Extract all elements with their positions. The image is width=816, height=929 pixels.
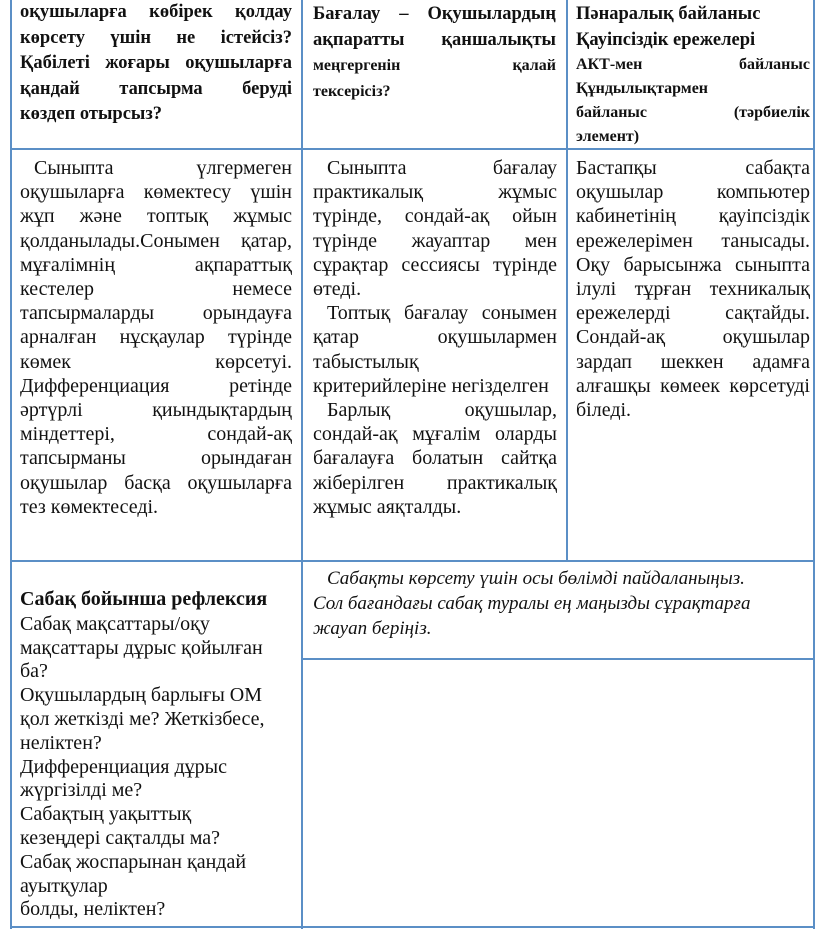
header-support-line-1: оқушыларға көбірек қолдау bbox=[20, 2, 292, 22]
reflection-note-line-2: Сол бағандағы сабақ туралы ең маңызды сұрақтарға bbox=[313, 593, 751, 614]
table-border-bottom bbox=[10, 926, 815, 928]
support-body-text: Сыныпта үлгермеген оқушыларға көмектесу үшін жұп және топтық жұмыс қолданылады.Сонымен қатар, мұғалімнің ақпараттық кестелер немесе тапсырмаларды орындауға арналған нұсқаулар түрінде көмек көрсетуі. Дифференциация ретінде әртүрлі қиындықтардың міндеттері, сондай-ақ тапсырманы орындаған оқушылар басқа оқушыларға тез көмектеседі. bbox=[20, 157, 292, 518]
support-body-cell bbox=[20, 156, 292, 556]
reflection-line-7: Дифференциация дұрыс bbox=[20, 755, 227, 778]
header-crosscurricular-title-1: Пәнаралық байланыс bbox=[576, 4, 761, 24]
crosscurricular-body-text: Бастапқы сабақта оқушылар компьютер кабинетінің қауіпсіздік ережелерімен танысады. Оқу барысынжа сыныпта ілулі тұрған техникалық ережелерді сақтайды. Сондай-ақ оқушылар зардап шеккен адамға алғашқы көмеек көрсетуді біледі. bbox=[576, 157, 810, 422]
column-divider-2 bbox=[566, 0, 568, 562]
table-border-right bbox=[813, 0, 815, 929]
reflection-answer-cell[interactable] bbox=[303, 660, 813, 926]
crosscurricular-body-cell bbox=[576, 156, 810, 556]
header-cell-assessment bbox=[313, 2, 556, 146]
assessment-body-p2: Топтық бағалау сонымен қатар оқушылармен табыстылық критерийлеріне негізделген bbox=[313, 302, 557, 397]
reflection-line-1: Сабақ мақсаттары/оқу bbox=[20, 612, 210, 635]
table-border-left bbox=[10, 0, 12, 929]
reflection-line-9: Сабақтың уақыттық bbox=[20, 803, 192, 826]
reflection-note-cell bbox=[313, 566, 811, 656]
row-divider-1 bbox=[10, 148, 815, 150]
header-crosscurricular-sub-3: байланыс (тәрбиелік bbox=[576, 104, 810, 121]
assessment-body-p1: Сыныпта бағалау практикалық жұмыс түрінде, сондай-ақ ойын түрінде жауаптар мен сұрақтар сессиясы түрінде өтеді. bbox=[313, 157, 557, 301]
row-divider-2 bbox=[10, 560, 815, 562]
reflection-line-3: ба? bbox=[20, 660, 48, 683]
reflection-line-6: неліктен? bbox=[20, 731, 102, 754]
header-support-line-4: қандай тапсырма беруді bbox=[20, 78, 292, 99]
reflection-line-11: Сабақ жоспарынан қандай bbox=[20, 850, 247, 873]
header-assessment-line-2: ақпаратты қаншалықты bbox=[313, 29, 556, 50]
header-crosscurricular-sub-1: АКТ-мен байланыс bbox=[576, 56, 810, 73]
header-crosscurricular-sub-4: элемент) bbox=[576, 128, 640, 145]
header-assessment-line-4: тексерісіз? bbox=[313, 83, 391, 100]
reflection-cell bbox=[20, 588, 298, 926]
reflection-line-5: қол жеткізді ме? Жеткізбесе, bbox=[20, 707, 265, 730]
header-cell-crosscurricular bbox=[576, 2, 810, 146]
reflection-line-13: болды, неліктен? bbox=[20, 898, 166, 921]
assessment-body-p3: Барлық оқушылар, сондай-ақ мұғалім оларды бағалауға болатын сайтқа жіберілген практикалық жұмыс аяқталды. bbox=[313, 399, 557, 518]
header-crosscurricular-sub-2: Құндылықтармен bbox=[576, 80, 709, 97]
header-support-line-2: көрсету үшін не істейсіз? bbox=[20, 27, 292, 48]
header-support-line-5: көздеп отырсыз? bbox=[20, 104, 163, 124]
reflection-title: Сабақ бойынша рефлексия bbox=[20, 588, 268, 610]
reflection-line-12: ауытқулар bbox=[20, 874, 108, 897]
header-assessment-line-3: меңгергенін қалай bbox=[313, 57, 556, 74]
reflection-note-line-3: жауап беріңіз. bbox=[313, 618, 432, 639]
reflection-line-2: мақсаттары дұрыс қойылған bbox=[20, 636, 263, 659]
header-assessment-line-1: Бағалау – Оқушылардың bbox=[313, 4, 556, 24]
reflection-line-8: жүргізілді ме? bbox=[20, 779, 143, 802]
header-support-line-3: Қабілеті жоғары оқушыларға bbox=[20, 53, 292, 73]
reflection-note-line-1: Сабақты көрсету үшін осы бөлімді пайдаланыңыз. bbox=[327, 568, 745, 589]
reflection-line-4: Оқушылардың барлығы ОМ bbox=[20, 684, 262, 707]
header-cell-support bbox=[20, 0, 292, 146]
reflection-line-10: кезеңдері сақталды ма? bbox=[20, 826, 221, 849]
header-crosscurricular-title-2: Қауіпсіздік ережелері bbox=[576, 29, 756, 50]
assessment-body-cell bbox=[313, 156, 557, 560]
